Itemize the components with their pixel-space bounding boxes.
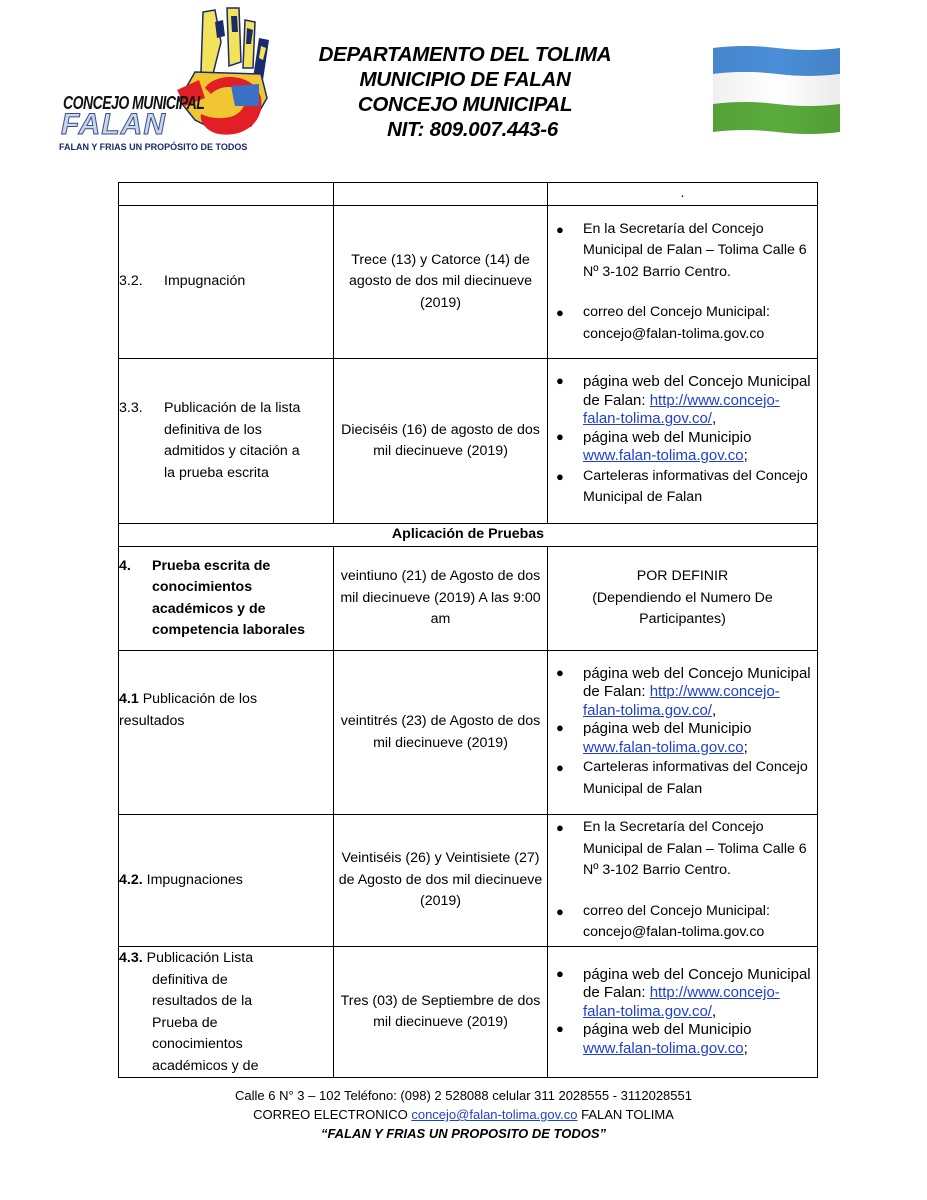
bullet-icon: ● (556, 468, 564, 484)
activity-number: 3.3. (119, 400, 143, 416)
bullet-icon: ● (556, 720, 564, 736)
table-cell: . (548, 183, 818, 206)
list-item: ● Carteleras informativas del Concejo Municipal de Falan (556, 759, 808, 797)
bullet-icon: ● (556, 221, 564, 237)
bullet-icon: ● (556, 664, 564, 680)
municipio-web-link[interactable]: www.falan-tolima.gov.co (583, 1039, 744, 1057)
activity-cell (119, 651, 334, 815)
table-row (119, 947, 818, 1078)
activity-cell (119, 947, 334, 1078)
concejo-web-link[interactable]: http://www.concejo-falan-tolima.gov.co/ (583, 984, 780, 1020)
bullet-icon: ● (556, 373, 564, 389)
list-item: ● Carteleras informativas del Concejo Municipal de Falan (556, 467, 808, 506)
activity-text: Impugnación (164, 273, 246, 290)
logo-title: CONCEJO MUNICIPAL (63, 92, 205, 113)
activity-text: Publicación Lista (146, 950, 254, 966)
where-cell (548, 206, 818, 359)
heading-council: CONCEJO MUNICIPAL (357, 93, 573, 116)
heading-nit: NIT: 809.007.443-6 (387, 118, 558, 141)
bullet-icon: ● (556, 428, 564, 444)
footer-email-line: CORREO ELECTRONICO concejo@falan-tolima.gov.co FALAN TOLIMA (253, 1107, 674, 1122)
section-header: Aplicación de Pruebas (119, 524, 818, 547)
footer-email-link[interactable]: concejo@falan-tolima.gov.co (411, 1107, 578, 1122)
footer-slogan: “FALAN Y FRIAS UN PROPOSITO DE TODOS” (320, 1126, 607, 1141)
list-item: ● página web del Concejo Municipal de Falan: http://www.concejo-falan-tolima.gov.co/, (556, 965, 811, 1020)
pending-label: POR DEFINIR (636, 568, 729, 585)
activity-number: 4.1 (119, 691, 139, 707)
table-row (119, 547, 818, 651)
schedule-table (118, 182, 818, 1078)
table-row (119, 651, 818, 815)
page-footer (0, 1086, 927, 1143)
document-heading (300, 42, 630, 142)
activity-cell (119, 547, 334, 651)
activity-cell (119, 206, 334, 359)
table-row (119, 815, 818, 947)
table-cell (119, 183, 334, 206)
bullet-icon: ● (556, 305, 564, 321)
list-item: ● En la Secretaría del Concejo Municipal de Falan – Tolima Calle 6 Nº 3-102 Barrio Centro. (556, 819, 807, 879)
date-cell: veintiuno (21) de Agosto de dos mil diecinueve (2019) A las 9:00 am (334, 547, 548, 651)
activity-text: Impugnaciones (146, 871, 243, 888)
activity-number: 4. (119, 557, 131, 574)
activity-number: 4.3. (119, 950, 143, 966)
concejo-web-link[interactable]: http://www.concejo-falan-tolima.gov.co/ (583, 683, 780, 719)
footer-address: Calle 6 N° 3 – 102 Teléfono: (098) 2 528088 celular 311 2028555 - 3112028551 (235, 1088, 692, 1103)
activity-cell (119, 815, 334, 947)
date-cell: Veintiséis (26) y Veintisiete (27) de Agosto de dos mil diecinueve (2019) (334, 815, 548, 947)
municipio-web-link[interactable]: www.falan-tolima.gov.co (583, 447, 744, 465)
list-item: ● correo del Concejo Municipal: concejo@falan-tolima.gov.co (556, 304, 770, 342)
list-item: ● página web del Municipio www.falan-tolima.gov.co; (556, 1021, 752, 1057)
where-cell (548, 815, 818, 947)
activity-text: Publicación de la lista definitiva de los admitidos y citación a la prueba escrita (164, 400, 301, 481)
where-cell (548, 359, 818, 524)
concejo-web-link[interactable]: http://www.concejo-falan-tolima.gov.co/ (583, 391, 780, 428)
where-cell (548, 547, 818, 651)
table-cell (334, 183, 548, 206)
list-item: ● página web del Municipio www.falan-tolima.gov.co; (556, 428, 752, 465)
logo-name: FALAN (61, 108, 166, 141)
bullet-icon: ● (556, 1021, 564, 1037)
falan-flag (713, 44, 840, 134)
concejo-logo (55, 2, 285, 162)
activity-cell (119, 359, 334, 524)
bullet-icon: ● (556, 903, 564, 919)
spacer (548, 882, 817, 901)
activity-text-continued: definitiva de resultados de la Prueba de conocimientos académicos y de (152, 971, 259, 1074)
list-item: ● página web del Concejo Municipal de Falan: http://www.concejo-falan-tolima.gov.co/, (556, 373, 811, 428)
table-row (119, 359, 818, 524)
pending-note: (Dependiendo el Numero De Participantes) (592, 589, 773, 628)
list-item: ● página web del Concejo Municipal de Falan: http://www.concejo-falan-tolima.gov.co/, (556, 664, 811, 719)
activity-text: Prueba escrita de conocimientos académicos y de competencia laborales (152, 557, 305, 638)
bullet-icon: ● (556, 965, 564, 981)
municipio-web-link[interactable]: www.falan-tolima.gov.co (583, 738, 744, 756)
where-cell (548, 947, 818, 1078)
activity-number: 4.2. (119, 871, 143, 888)
table-row (119, 206, 818, 359)
list-item: ● página web del Municipio www.falan-tolima.gov.co; (556, 720, 752, 756)
list-item: ● En la Secretaría del Concejo Municipal de Falan – Tolima Calle 6 Nº 3-102 Barrio Centro. (556, 220, 807, 280)
where-cell (548, 651, 818, 815)
logo-slogan: FALAN Y FRIAS UN PROPÓSITO DE TODOS (59, 142, 248, 152)
date-cell: Tres (03) de Septiembre de dos mil diecinueve (2019) (334, 947, 548, 1078)
activity-number: 3.2. (119, 273, 143, 290)
date-cell: Dieciséis (16) de agosto de dos mil diecinueve (2019) (334, 359, 548, 524)
bullet-icon: ● (556, 760, 564, 776)
bullet-icon: ● (556, 820, 564, 836)
date-cell: Trece (13) y Catorce (14) de agosto de dos mil diecinueve (2019) (334, 206, 548, 359)
table-row (119, 183, 818, 206)
list-item: ● correo del Concejo Municipal: concejo@falan-tolima.gov.co (556, 902, 770, 941)
activity-text: Publicación de los resultados (119, 691, 258, 729)
table-row (119, 524, 818, 547)
date-cell: veintitrés (23) de Agosto de dos mil diecinueve (2019) (334, 651, 548, 815)
heading-municipality: MUNICIPIO DE FALAN (359, 68, 571, 91)
spacer (548, 283, 817, 302)
heading-department: DEPARTAMENTO DEL TOLIMA (318, 43, 612, 66)
